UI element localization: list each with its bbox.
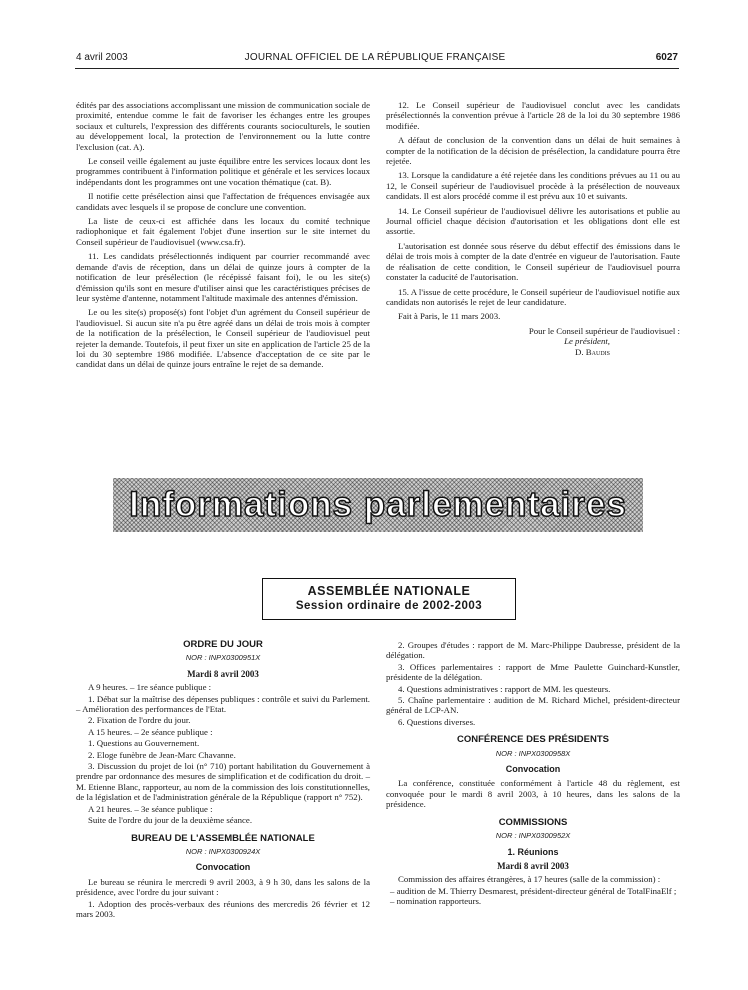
agenda-item: 3. Discussion du projet de loi (n° 710) portant habilitation du Gouvernement à prendre par ordonnance des mesures de simplification et de codification du droit. – M. Etienne Blanc, rapporteur, au nom de la commission des lois constitutionnelles, de la législation et de l'administration générale de la République (rapport n° 752). (76, 761, 370, 803)
bureau-heading: BUREAU DE L'ASSEMBLÉE NATIONALE (131, 832, 315, 844)
paragraph: Le bureau se réunira le mercredi 9 avril 2003, à 9 h 30, dans les salons de la présidence, avec l'ordre du jour suivant : (76, 876, 370, 898)
seance-heading: A 15 heures. – 2e séance publique : (88, 726, 213, 737)
session-date: Mardi 8 avril 2003 (497, 860, 569, 871)
assembly-title-box (262, 578, 516, 620)
convocation-subheading: Convocation (505, 764, 561, 775)
nor-reference: NOR : INPX0300951X (185, 653, 261, 663)
session-title: Session ordinaire de 2002-2003 (295, 600, 483, 612)
top-left-column (76, 100, 370, 374)
paragraph: Le ou les site(s) proposé(s) font l'objet d'un agrément du Conseil supérieur de l'audiovisuel. Si aucun site n'a pu être agréé dans un délai de trois mois à compter de la notification de la présélection, le Conseil supérieur de l'audiovisuel peut rejeter la demande. Toutefois, il peut fixer un site en application de l'article 25 de la loi du 30 septembre 1986 modifiée. L'absence d'acceptation de ce site par le candidat dans un délai de quinze jours entraîne le rejet de sa demande. (76, 307, 370, 370)
conference-heading: CONFÉRENCE DES PRÉSIDENTS (456, 734, 610, 746)
agenda-item: 2. Groupes d'études : rapport de M. Marc-Philippe Daubresse, président de la délégation. (386, 640, 680, 661)
agenda-item: 4. Questions administratives : rapport de MM. les questeurs. (398, 683, 611, 694)
agenda-item: 2. Fixation de l'ordre du jour. (88, 715, 191, 726)
agenda-item: 3. Offices parlementaires : rapport de Mme Paulette Guinchard-Kunstler, présidente de la délégation. (386, 661, 680, 683)
assembly-title: ASSEMBLÉE NATIONALE (307, 584, 471, 598)
agenda-item: 6. Questions diverses. (398, 716, 476, 727)
agenda-item: 1. Adoption des procès-verbaux des réunions des mercredis 26 février et 12 mars 2003. (76, 898, 370, 919)
nor-reference: NOR : INPX0300958X (495, 748, 571, 758)
signature-title: Le président, (564, 336, 610, 347)
commission-list (386, 886, 680, 907)
paragraph: La conférence, constituée conformément à l'article 48 du règlement, est convoquée pour le mardi 8 avril 2003, à 10 heures, dans les salons de la présidence. (386, 778, 680, 810)
nor-reference: NOR : INPX0300924X (185, 846, 261, 856)
lower-left-column (76, 640, 370, 923)
paragraph: édités par des associations accomplissant une mission de communication sociale de proximité, entendue comme le fait de favoriser les échanges entre les groupes sociaux et culturels, l'expression des différents courants socioculturels, le soutien au développement local, la protection de l'environnement ou la lutte contre l'exclusion (cat. A). (76, 100, 370, 152)
page-header (70, 50, 680, 66)
convocation-subheading: Convocation (195, 862, 251, 873)
ordre-du-jour-heading: ORDRE DU JOUR (183, 639, 263, 650)
lower-right-column (386, 640, 680, 907)
paragraph: Le conseil veille également au juste équilibre entre les services locaux dont les programmes contribuent à l'information politique et générale et les services locaux indépendants dont les programmes ont une vocation thématique (cat. B). (76, 156, 370, 187)
agenda-item: 1. Questions au Gouvernement. (88, 738, 200, 749)
top-right-column (386, 100, 680, 357)
section-banner (113, 478, 643, 532)
signature-line: Pour le Conseil supérieur de l'audiovisuel : (528, 325, 680, 336)
paragraph: L'autorisation est donnée sous réserve du début effectif des émissions dans le délai de trois mois à compter de la date d'entrée en vigueur de l'autorisation. Faute de réalisation de cette condition, le Conseil supérieur de l'audiovisuel pourra constater la caducité de l'autorisation. (386, 240, 680, 283)
paragraph: 15. A l'issue de cette procédure, le Conseil supérieur de l'audiovisuel notifie aux candidats non autorisés le rejet de leur candidature. (386, 286, 680, 307)
signature-name: D. Baudis (575, 346, 610, 357)
list-item: – audition de M. Thierry Desmarest, président-directeur général de TotalFinaElf ; (390, 885, 677, 896)
session-date: Mardi 8 avril 2003 (187, 668, 259, 679)
header-date: 4 avril 2003 (76, 52, 128, 63)
paragraph: 11. Les candidats présélectionnés indiquent par courrier recommandé avec demande d'avis de réception, dans un délai de quinze jours à compter de la notification de leur présélection (le récépissé faisant foi), le ou les site(s) d'émission qu'ils sont en mesure d'utiliser ainsi que les caractéristiques précises de leur système d'antenne, notamment l'altitude maximale des antennes d'émission. (76, 251, 370, 303)
seance-heading: A 9 heures. – 1re séance publique : (88, 682, 212, 693)
list-item: – nomination rapporteurs. (390, 896, 482, 907)
paragraph: Il notifie cette présélection ainsi que l'affectation de fréquences envisagée aux candidats avec lesquels il se propose de conclure une convention. (76, 191, 370, 212)
paragraph: Commission des affaires étrangères, à 17 heures (salle de la commission) : (398, 874, 661, 885)
agenda-item: Suite de l'ordre du jour de la deuxième séance. (88, 815, 253, 826)
commissions-heading: COMMISSIONS (498, 816, 568, 828)
header-journal-title: JOURNAL OFFICIEL DE LA RÉPUBLIQUE FRANÇAISE (244, 52, 506, 63)
banner-title: Informations parlementaires (129, 485, 627, 524)
paragraph: 14. Le Conseil supérieur de l'audiovisuel délivre les autorisations et publie au Journal officiel chaque décision d'autorisation et les obligations dont elle est assortie. (386, 205, 680, 237)
agenda-item: 5. Chaîne parlementaire : audition de M. Richard Michel, président-directeur général de LCP-AN. (386, 695, 680, 716)
paragraph: La liste de ceux-ci est affichée dans les locaux du comité technique radiophonique et fait également l'objet d'une insertion sur le site internet du Conseil supérieur de l'audiovisuel (www.csa.fr). (76, 216, 370, 247)
agenda-item: 1. Débat sur la maîtrise des dépenses publiques : contrôle et suivi du Parlement. – Amélioration des performances de l'Etat. (76, 693, 370, 715)
seance-heading: A 21 heures. – 3e séance publique : (88, 803, 213, 814)
paragraph: A défaut de conclusion de la convention dans un délai de huit semaines à compter de la notification de la décision de présélection, la candidature pourra être rejetée. (386, 135, 680, 167)
paragraph: Fait à Paris, le 11 mars 2003. (398, 311, 501, 322)
agenda-item: 2. Eloge funèbre de Jean-Marc Chavanne. (88, 749, 236, 760)
nor-reference: NOR : INPX0300952X (495, 831, 571, 841)
header-rule (75, 68, 679, 69)
paragraph: 12. Le Conseil supérieur de l'audiovisuel conclut avec les candidats présélectionnés la convention prévue à l'article 28 de la loi du 30 septembre 1986 modifiée. (386, 100, 680, 131)
paragraph: 13. Lorsque la candidature a été rejetée dans les conditions prévues au 11 ou au 12, le Conseil supérieur de l'audiovisuel procède à la présélection de nouveaux candidats. Il est alors procédé comme il est prévu aux 10 et suivants. (386, 170, 680, 202)
reunions-subheading: 1. Réunions (507, 846, 559, 857)
header-page-number: 6027 (655, 52, 678, 63)
